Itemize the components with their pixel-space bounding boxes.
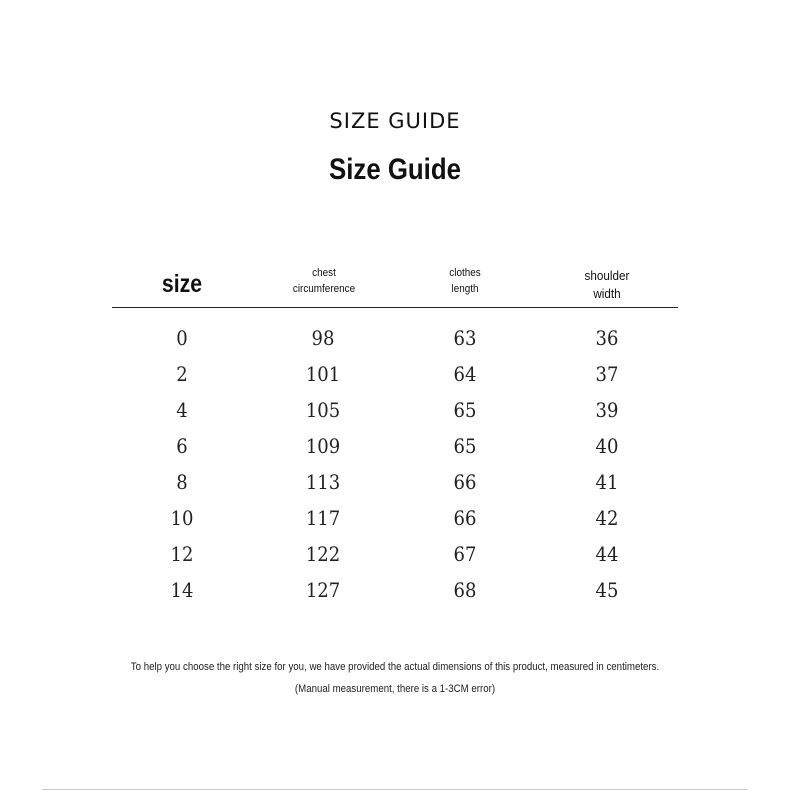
size-cell: 10	[170, 506, 194, 530]
size-cell: 4	[176, 398, 188, 422]
header-shoulder-width	[562, 267, 652, 303]
length-cell: 67	[453, 542, 477, 566]
chest-cell: 113	[305, 470, 341, 494]
header-divider	[112, 307, 678, 308]
length-cell: 65	[453, 434, 477, 458]
table-row	[0, 500, 790, 536]
header-chest-line2: circumference	[292, 283, 356, 295]
header-shoulder-line2: width	[593, 286, 621, 301]
table-row	[0, 536, 790, 572]
table-row	[0, 428, 790, 464]
header-size: size	[161, 270, 203, 298]
size-cell: 14	[170, 578, 194, 602]
length-cell: 68	[453, 578, 477, 602]
chest-cell: 98	[311, 326, 335, 350]
size-guide-title: Size Guide	[329, 153, 461, 186]
header-chest-circumference	[270, 265, 378, 297]
chest-cell: 122	[305, 542, 341, 566]
header-shoulder-line1: shoulder	[584, 268, 630, 283]
length-cell: 66	[453, 506, 477, 530]
shoulder-cell: 44	[595, 542, 619, 566]
table-body	[0, 320, 790, 608]
table-row	[0, 356, 790, 392]
size-cell: 8	[176, 470, 188, 494]
length-cell: 63	[453, 326, 477, 350]
shoulder-cell: 41	[595, 470, 619, 494]
size-cell: 12	[170, 542, 194, 566]
table-row	[0, 392, 790, 428]
chest-cell: 127	[305, 578, 341, 602]
table-row	[0, 320, 790, 356]
chest-cell: 109	[305, 434, 341, 458]
header-length-line1: clothes	[449, 267, 481, 279]
size-cell: 2	[176, 362, 188, 386]
length-cell: 66	[453, 470, 477, 494]
header-clothes-length	[420, 265, 510, 297]
size-cell: 0	[176, 326, 188, 350]
shoulder-cell: 42	[595, 506, 619, 530]
header-length-line2: length	[451, 283, 479, 295]
length-cell: 65	[453, 398, 477, 422]
shoulder-cell: 37	[595, 362, 619, 386]
measurement-error-note: (Manual measurement, there is a 1-3CM error)	[294, 683, 496, 695]
footer-divider	[42, 789, 748, 790]
shoulder-cell: 45	[595, 578, 619, 602]
table-row	[0, 572, 790, 608]
shoulder-cell: 40	[595, 434, 619, 458]
header-chest-line1: chest	[312, 267, 336, 279]
shoulder-cell: 36	[595, 326, 619, 350]
measurement-note: To help you choose the right size for you, we have provided the actual dimensions of this product, measured in centimeters.	[130, 661, 660, 673]
shoulder-cell: 39	[595, 398, 619, 422]
chest-cell: 117	[305, 506, 341, 530]
chest-cell: 101	[305, 362, 341, 386]
length-cell: 64	[453, 362, 477, 386]
table-row	[0, 464, 790, 500]
size-guide-title-english: SIZE GUIDE	[329, 109, 461, 133]
chest-cell: 105	[305, 398, 341, 422]
size-cell: 6	[176, 434, 188, 458]
